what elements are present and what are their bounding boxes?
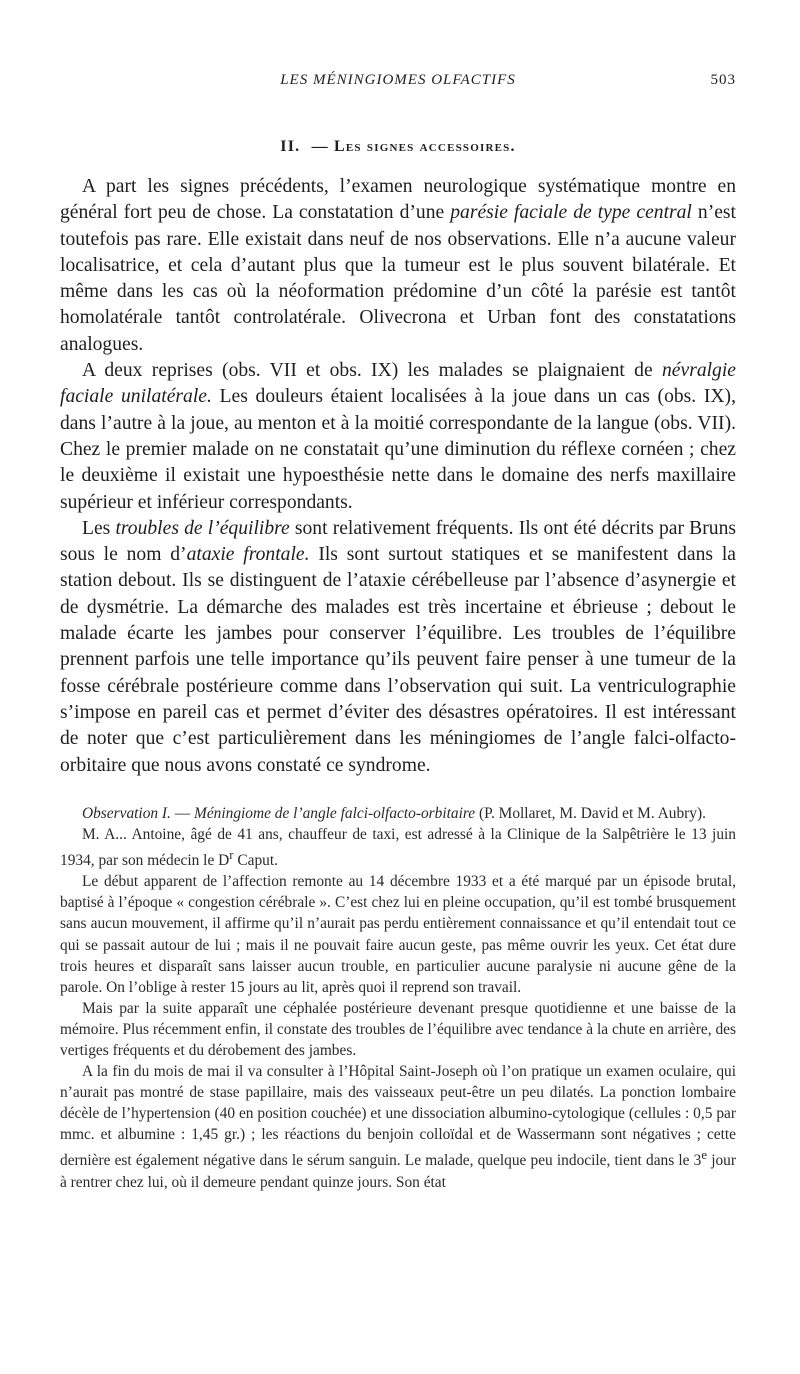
text-run: — [170, 804, 195, 822]
main-text [60, 174, 736, 779]
superscript: r [229, 848, 234, 863]
section-heading [60, 138, 736, 156]
paragraph-facial-paresis [60, 174, 736, 358]
text-run: Caput. [233, 852, 279, 870]
running-title: LES MÉNINGIOMES OLFACTIFS [280, 72, 516, 88]
emphasis: Méningiome de l’angle falci-olfacto-orbitaire [194, 804, 476, 822]
text-run: Les douleurs étaient localisées à la joue dans un cas (obs. IX), dans l’autre à la joue, au menton et à la moitié correspondante de la langue (obs. VII). Chez le premier malade on ne constatait qu’une diminution du réflexe cornéen ; chez le deuxième il existait une hypoesthésie nette dans le domaine des nerfs maxillaire supérieur et inférieur correspondants. [60, 386, 736, 513]
paragraph-balance-disorders [60, 516, 736, 779]
text-run: (P. Mollaret, M. David et M. Aubry). [475, 804, 706, 822]
section-title: Les signes accessoires. [333, 138, 516, 155]
page [60, 72, 736, 1193]
text-run: Ils sont surtout statiques et se manifestent dans la station debout. Ils se distinguent de l’ataxie cérébelleuse par l’absence d’asynergie et de dysmétrie. La démarche des malades est très incertaine et ébrieuse ; debout le malade écarte les jambes pour conserver l’équilibre. Les troubles de l’équilibre prennent parfois une telle importance qu’ils peuvent faire penser à une tumeur de la fosse cérébrale postérieure comme dans l’observation qui suit. La ventriculographie s’impose en pareil cas et permet d’éviter des désastres opératoires. Il est intéressant de noter que c’est particulièrement dans les méningiomes de l’angle falci-olfacto-orbitaire que nous avons constaté ce syndrome. [60, 544, 736, 776]
emphasis: névralgie faciale unilatérale. [60, 360, 736, 408]
observation-patient [60, 824, 736, 871]
page-number: 503 [710, 72, 736, 88]
emphasis: ataxie frontale. [186, 544, 310, 566]
text-run: sont relativement fréquents. Ils ont été décrits par Bruns sous le nom d’ [60, 517, 736, 566]
section-dash: — [311, 138, 329, 155]
text-run: A deux reprises (obs. VII et obs. IX) les malades se plaignaient de [82, 360, 662, 382]
paragraph-facial-neuralgia [60, 358, 736, 516]
emphasis: Observation I. [82, 804, 171, 822]
observation-symptoms: Mais par la suite apparaît une céphalée postérieure devenant presque quotidienne et une baisse de la mémoire. Plus récemment enfin, il constate des troubles de l’équilibre avec tendance à la chute en arrière, des vertiges fréquents et du dérobement des jambes. [60, 999, 736, 1059]
observation-onset: Le début apparent de l’affection remonte au 14 décembre 1933 et a été marqué par un épisode brutal, baptisé à l’époque « congestion cérébrale ». C’est chez lui en pleine occupation, qu’il est tombé brusquement sans aucun mouvement, il affirme qu’il n’aurait pas perdu entièrement connaissance et qu’il entendait tout ce qui se passait autour de lui ; mais il ne pouvait faire aucun geste, pas même ouvrir les yeux. Cet état dure trois heures et disparaît sans laisser aucun trouble, en particulier aucune paralysie ni aucune gêne de la parole. On l’oblige à rester 15 jours au lit, après quoi il reprend son travail. [60, 873, 736, 996]
observation-title [60, 803, 736, 824]
observation-text [60, 803, 736, 1193]
text-run: jour à rentrer chez lui, où il demeure pendant quinze jours. Son état [60, 1152, 736, 1191]
text-run: Les [82, 517, 116, 539]
observation-exams [60, 1061, 736, 1193]
text-run: M. A... Antoine, âgé de 41 ans, chauffeur de taxi, est adressé à la Clinique de la Salpêtrière le 13 juin 1934, par son médecin le D [60, 825, 736, 870]
running-head [60, 72, 736, 96]
section-numeral: II. [280, 138, 301, 155]
text-run: A la fin du mois de mai il va consulter à l’Hôpital Saint-Joseph où l’on pratique un examen oculaire, qui n’aurait pas montré de stase papillaire, mais des vaisseaux peut-être un peu dilatés. La ponction lombaire décèle de l’hypertension (40 en position couchée) et une dissociation albumino-cytologique (cellules : 0,5 par mmc. et albumine : 1,45 gr.) ; les réactions du benjoin colloïdal et de Wassermann sont négatives ; cette dernière est également négative dans le sérum sanguin. Le malade, quelque peu indocile, tient dans le 3 [60, 1063, 736, 1170]
emphasis: parésie faciale de type central [450, 202, 692, 224]
text-run: n’est toutefois pas rare. Elle existait dans neuf de nos observations. Elle n’a aucune valeur localisatrice, et cela d’autant plus que la tumeur est le plus souvent bilatérale. Et même dans les cas où la néoformation prédomine d’un côté la parésie est tantôt homolatérale tantôt controlatérale. Olivecrona et Urban font des constatations analogues. [60, 202, 736, 355]
text-run: A part les signes précédents, l’examen neurologique systématique montre en général fort peu de chose. La constatation d’une [60, 176, 736, 224]
emphasis: troubles de l’équilibre [115, 517, 290, 539]
superscript: e [701, 1148, 708, 1163]
